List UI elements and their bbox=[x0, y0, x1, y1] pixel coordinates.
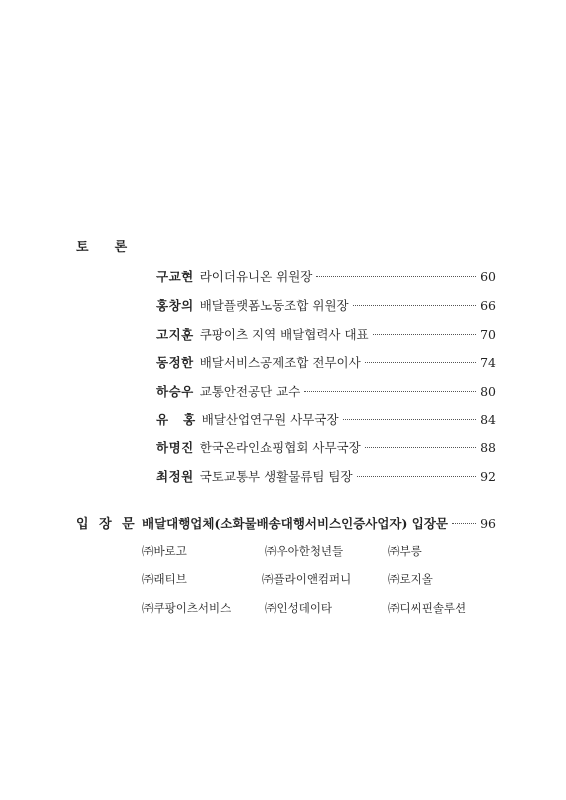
page-number: 74 bbox=[480, 355, 496, 370]
statement-entry bbox=[76, 513, 496, 532]
speaker-name: 하명진 bbox=[156, 440, 194, 455]
toc-entry bbox=[156, 438, 496, 456]
dot-leader bbox=[452, 523, 476, 524]
company-name: ㈜인성데이타 bbox=[265, 601, 333, 615]
speaker-name: 최정원 bbox=[156, 469, 194, 484]
speaker-name: 고지훈 bbox=[156, 327, 194, 342]
section-title-char-1: 토 bbox=[76, 240, 89, 255]
company-name: ㈜우아한청년들 bbox=[265, 544, 344, 558]
section-title-char-2: 론 bbox=[114, 240, 128, 255]
dot-leader bbox=[316, 276, 476, 277]
toc-entry bbox=[156, 267, 496, 285]
speaker-role: 배달서비스공제조합 전무이사 bbox=[199, 355, 361, 370]
company-name: ㈜부릉 bbox=[388, 544, 422, 558]
toc-entry bbox=[156, 353, 496, 371]
page-number: 66 bbox=[480, 298, 496, 313]
dot-leader bbox=[365, 447, 476, 448]
page-number: 80 bbox=[480, 384, 496, 399]
speaker-name: 홍창의 bbox=[156, 298, 194, 313]
company-name: ㈜플라이앤컴퍼니 bbox=[262, 572, 352, 586]
speaker-name: 하승우 bbox=[156, 384, 194, 399]
toc-entry bbox=[156, 410, 496, 428]
dot-leader bbox=[343, 419, 477, 420]
toc-entry bbox=[156, 296, 496, 314]
page-number: 60 bbox=[480, 269, 496, 284]
dot-leader bbox=[357, 476, 477, 477]
section-title bbox=[76, 236, 127, 255]
page-number: 96 bbox=[480, 516, 496, 531]
dot-leader bbox=[365, 362, 476, 363]
page-number: 88 bbox=[480, 440, 496, 455]
dot-leader bbox=[353, 305, 476, 306]
dot-leader bbox=[304, 391, 476, 392]
speaker-role: 배달산업연구원 사무국장 bbox=[201, 412, 339, 427]
speaker-role: 국토교통부 생활물류팀 팀장 bbox=[199, 469, 353, 484]
toc-entry bbox=[156, 467, 496, 485]
speaker-name: 구교현 bbox=[156, 269, 194, 284]
speaker-role: 한국온라인쇼핑협회 사무국장 bbox=[199, 440, 361, 455]
dot-leader bbox=[373, 334, 476, 335]
speaker-role: 쿠팡이츠 지역 배달협력사 대표 bbox=[199, 327, 369, 342]
page-number: 84 bbox=[480, 412, 496, 427]
company-name: ㈜래티브 bbox=[142, 572, 187, 586]
company-name: ㈜디씨핀솔루션 bbox=[388, 601, 467, 615]
company-name: ㈜바로고 bbox=[142, 544, 187, 558]
speaker-role: 교통안전공단 교수 bbox=[199, 384, 301, 399]
statement-label: 입 장 문 bbox=[76, 517, 138, 532]
company-name: ㈜로지올 bbox=[388, 572, 433, 586]
speaker-name: 유 홍 bbox=[156, 412, 196, 427]
page-number: 92 bbox=[480, 469, 496, 484]
speaker-name: 동정한 bbox=[156, 355, 194, 370]
page-number: 70 bbox=[480, 327, 496, 342]
company-name: ㈜쿠팡이츠서비스 bbox=[142, 601, 232, 615]
statement-title: 배달대행업체(소화물배송대행서비스인증사업자) 입장문 bbox=[142, 516, 448, 531]
toc-entry bbox=[156, 325, 496, 343]
speaker-role: 배달플랫폼노동조합 위원장 bbox=[199, 298, 349, 313]
speaker-role: 라이더유니온 위원장 bbox=[199, 269, 313, 284]
toc-entry bbox=[156, 382, 496, 400]
